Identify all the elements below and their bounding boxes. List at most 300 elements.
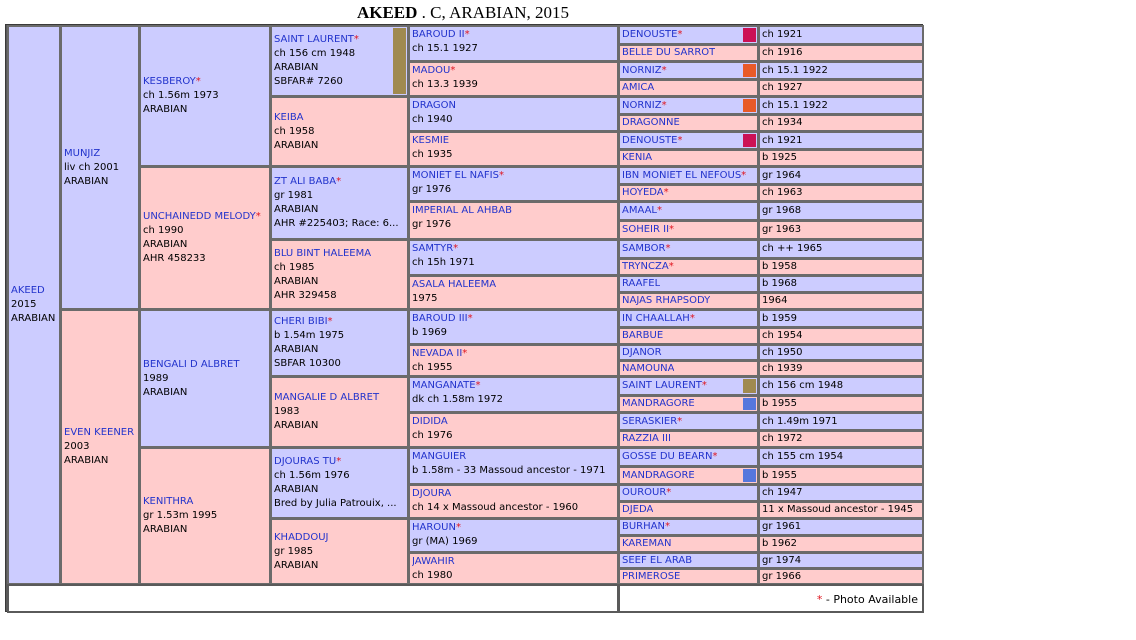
horse-cell-gen6 <box>618 309 759 328</box>
horse-name-line <box>274 111 405 125</box>
horse-name-line <box>412 487 615 501</box>
horse-name-link[interactable]: HAROUN <box>412 522 456 533</box>
horse-name-link[interactable]: UNCHAINEDD MELODY <box>143 211 256 222</box>
horse-name-link[interactable]: KESBEROY <box>143 76 196 87</box>
horse-name-line <box>622 28 682 42</box>
horse-info-line: 2003 <box>64 441 90 452</box>
horse-name-link[interactable]: BLU BINT HALEEMA <box>274 247 372 259</box>
color-swatch <box>743 64 756 77</box>
horse-name-link[interactable]: SAINT LAURENT <box>274 34 354 45</box>
horse-info-line: b 1959 <box>762 312 797 324</box>
horse-name-line <box>274 247 405 261</box>
horse-cell-gen6 <box>618 430 759 448</box>
horse-cell-gen5 <box>408 275 619 310</box>
horse-name-line <box>412 242 615 256</box>
horse-info-cell-gen6 <box>758 327 924 345</box>
horse-info-line: gr 1964 <box>762 169 802 181</box>
horse-info-line: ch 1.56m 1973 <box>143 90 219 101</box>
horse-cell-gen3 <box>139 447 271 585</box>
horse-name-link[interactable]: DJOURAS TU <box>274 456 337 467</box>
horse-info-line: b 1955 <box>762 469 797 481</box>
photo-available-star: * <box>665 243 671 254</box>
photo-available-star: * <box>327 316 333 327</box>
horse-info-cell-gen6 <box>758 275 924 293</box>
horse-name-link[interactable]: BURHAN <box>622 521 665 532</box>
horse-info-cell-gen6 <box>758 25 924 45</box>
horse-cell-gen6 <box>618 114 759 132</box>
horse-cell-gen6 <box>618 535 759 553</box>
horse-name-line <box>622 379 707 393</box>
horse-name-link[interactable]: DENOUSTE <box>622 29 678 40</box>
horse-info-line: ch 156 cm 1948 <box>274 48 356 59</box>
horse-info-cell-gen6 <box>758 344 924 361</box>
horse-cell-gen6 <box>618 395 759 413</box>
horse-info-line: ch 1963 <box>762 187 803 198</box>
horse-name-link[interactable]: MANDRAGORE <box>622 469 695 481</box>
horse-cell-gen6 <box>618 201 759 221</box>
horse-cell-gen6 <box>618 292 759 310</box>
photo-available-star: * <box>450 65 456 76</box>
horse-name-link[interactable]: NAMOUNA <box>622 362 675 374</box>
horse-name-line <box>143 358 267 372</box>
horse-info-cell-gen6 <box>758 44 924 62</box>
horse-info-line: ch 15.1 1922 <box>762 99 828 111</box>
horse-info-cell-gen6 <box>758 501 924 519</box>
horse-name-link[interactable]: KHADDOUJ <box>274 531 329 543</box>
photo-available-star: * <box>666 487 672 498</box>
horse-info-line: dk ch 1.58m 1972 <box>412 394 503 405</box>
horse-info-cell-gen6 <box>758 131 924 150</box>
horse-name-link[interactable]: MANGALIE D ALBRET <box>274 392 380 403</box>
horse-name-link[interactable]: IN CHAALLAH <box>622 312 690 324</box>
horse-info-line: ARABIAN <box>274 420 319 431</box>
horse-info-cell-gen6 <box>758 466 924 485</box>
horse-cell-gen6 <box>618 466 759 485</box>
horse-name-link[interactable]: KENIA <box>622 152 653 163</box>
horse-cell-gen6 <box>618 149 759 167</box>
horse-info-cell-gen6 <box>758 258 924 276</box>
horse-info-line: ARABIAN <box>143 104 188 115</box>
horse-name-link[interactable]: BAROUD II <box>412 29 465 40</box>
horse-name-line <box>622 81 654 95</box>
horse-info-line: gr 1966 <box>762 570 802 582</box>
horse-info-line: AHR 458233 <box>143 253 206 264</box>
horse-info-cell-gen6 <box>758 201 924 221</box>
horse-info-cell-gen6 <box>758 79 924 97</box>
horse-info-line: ch 1990 <box>143 225 184 236</box>
horse-info-line: ch 1980 <box>412 570 453 581</box>
horse-info-line: ch 15.1 1927 <box>412 43 478 54</box>
horse-name-link[interactable]: GOSSE DU BEARN <box>622 451 713 462</box>
horse-name-link[interactable]: BAROUD III <box>412 313 468 324</box>
horse-name-line <box>412 521 615 535</box>
horse-cell-gen2 <box>60 25 140 310</box>
photo-available-star: * <box>741 169 747 181</box>
horse-name-line <box>622 134 682 148</box>
horse-info-line: ch 14 x Massoud ancestor - 1960 <box>412 502 579 513</box>
horse-info-cell-gen6 <box>758 149 924 167</box>
horse-name-link[interactable]: SERASKIER <box>622 415 678 427</box>
horse-cell-gen6 <box>618 96 759 115</box>
photo-available-star: * <box>657 205 662 216</box>
horse-info-line: ch 156 cm 1948 <box>762 380 844 391</box>
photo-available-star: * <box>336 456 342 467</box>
horse-info-line: ch 15.1 1922 <box>762 64 828 76</box>
horse-info-line: ch 1.49m 1971 <box>762 415 838 427</box>
horse-cell-gen4 <box>270 96 409 167</box>
horse-name-link[interactable]: DRAGON <box>412 100 457 111</box>
horse-info-cell-gen6 <box>758 309 924 328</box>
horse-name-line <box>622 277 660 291</box>
horse-info-line: b 1955 <box>762 398 797 409</box>
horse-info-line: ARABIAN <box>274 275 319 287</box>
horse-name-link[interactable]: DJANOR <box>622 346 662 358</box>
horse-name-link[interactable]: HOYEDA <box>622 187 664 198</box>
horse-cell-gen6 <box>618 501 759 519</box>
photo-available-star: * <box>668 261 674 272</box>
horse-info-line: Bred by Julia Patrouix, ... <box>274 498 397 509</box>
horse-info-cell-gen6 <box>758 292 924 310</box>
horse-info-line: 2015 <box>11 299 37 310</box>
horse-cell-gen6 <box>618 360 759 377</box>
horse-info-line: gr 1974 <box>762 554 802 566</box>
horse-info-line: ch 1954 <box>762 330 803 341</box>
horse-info-cell-gen6 <box>758 220 924 240</box>
horse-name-line <box>622 46 715 60</box>
horse-info-line: 11 x Massoud ancestor - 1945 <box>762 504 914 515</box>
horse-cell-gen5 <box>408 201 619 240</box>
horse-name-link[interactable]: SAINT LAURENT <box>622 380 702 391</box>
horse-name-line <box>412 379 615 393</box>
horse-info-line: ch 1972 <box>762 433 803 444</box>
horse-info-line: b 1.58m - 33 Massoud ancestor - 1971 <box>412 465 606 476</box>
horse-name-link[interactable]: SEEF EL ARAB <box>622 554 693 566</box>
horse-name-line <box>412 134 615 148</box>
horse-name-line <box>622 503 653 517</box>
horse-cell-gen4 <box>270 447 409 519</box>
horse-cell-gen6 <box>618 258 759 276</box>
photo-available-star: * <box>661 64 667 76</box>
horse-name-line <box>412 347 615 361</box>
horse-name-line <box>412 450 615 464</box>
horse-info-line: ARABIAN <box>274 344 319 355</box>
photo-legend-text: - Photo Available <box>822 593 918 606</box>
horse-info-line: ch 1940 <box>412 114 453 125</box>
horse-name-link[interactable]: SAMBOR <box>622 243 666 254</box>
horse-cell-gen4 <box>270 25 409 97</box>
horse-cell-gen6 <box>618 412 759 431</box>
horse-name-link[interactable]: RAZZIA III <box>622 433 671 444</box>
horse-cell-gen6 <box>618 447 759 467</box>
horse-name-link[interactable]: DRAGONNE <box>622 117 680 128</box>
horse-name-link[interactable]: KEIBA <box>274 111 304 123</box>
horse-name-line <box>412 278 615 292</box>
horse-name-link[interactable]: MUNJIZ <box>64 147 101 159</box>
horse-info-line: ARABIAN <box>274 62 319 73</box>
horse-name-link[interactable]: DIDIDA <box>412 416 448 427</box>
photo-available-star: * <box>712 451 718 462</box>
horse-info-cell-gen6 <box>758 447 924 467</box>
horse-name-line <box>622 486 671 500</box>
horse-name-line <box>622 186 669 200</box>
footer-empty-cell <box>7 584 619 613</box>
horse-info-line: ch 1927 <box>762 82 803 93</box>
horse-name-line <box>412 169 615 183</box>
horse-info-cell-gen6 <box>758 430 924 448</box>
horse-name-link[interactable]: SOHEIR II <box>622 224 670 235</box>
horse-name-link[interactable]: AMAAL <box>622 205 657 216</box>
horse-name-line <box>622 329 663 343</box>
horse-info-line: b 1.54m 1975 <box>274 330 345 341</box>
horse-info-line: 1983 <box>274 406 300 417</box>
photo-available-star: * <box>677 29 683 40</box>
photo-available-star: * <box>455 522 461 533</box>
horse-name-line <box>622 169 746 183</box>
horse-info-line: SBFAR# 7260 <box>274 76 343 87</box>
horse-info-line: liv ch 2001 <box>64 161 120 173</box>
horse-info-line: gr 1961 <box>762 521 802 532</box>
horse-info-cell-gen6 <box>758 412 924 431</box>
horse-info-line: ARABIAN <box>274 559 319 571</box>
horse-name-line <box>64 147 136 161</box>
horse-cell-gen5 <box>408 61 619 97</box>
horse-info-line: ch 1.56m 1976 <box>274 470 350 481</box>
horse-cell-gen3 <box>139 25 271 167</box>
horse-cell-gen5 <box>408 518 619 553</box>
color-swatch <box>743 134 756 147</box>
horse-info-line: ch 1935 <box>412 149 453 160</box>
horse-name-link[interactable]: KAREMAN <box>622 538 672 549</box>
color-swatch <box>393 28 406 94</box>
horse-info-line: AHR 329458 <box>274 289 337 301</box>
horse-cell-gen6 <box>618 131 759 150</box>
horse-cell-gen5 <box>408 166 619 202</box>
horse-name-link[interactable]: BARBUE <box>622 330 664 341</box>
horse-info-line: SBFAR 10300 <box>274 358 341 369</box>
horse-name-link[interactable]: TRYNCZA <box>622 261 669 272</box>
horse-name-link[interactable]: MADOU <box>412 65 451 76</box>
horse-info-line: gr 1963 <box>762 224 802 235</box>
horse-name-link[interactable]: KESMIE <box>412 135 450 146</box>
horse-name-line <box>274 175 405 189</box>
horse-info-line: ch 1921 <box>762 29 803 40</box>
horse-name-link[interactable]: RAAFEL <box>622 278 661 289</box>
horse-name-link[interactable]: NAJAS RHAPSODY <box>622 295 711 306</box>
horse-name-link[interactable]: DENOUSTE <box>622 134 678 146</box>
horse-info-line: ch ++ 1965 <box>762 243 823 254</box>
horse-cell-gen5 <box>408 309 619 345</box>
horse-name-link[interactable]: JAWAHIR <box>412 556 455 567</box>
horse-info-line: b 1968 <box>762 278 797 289</box>
horse-name-link[interactable]: IMPERIAL AL AHBAB <box>412 205 512 216</box>
horse-cell-gen4 <box>270 239 409 310</box>
horse-info-cell-gen6 <box>758 568 924 585</box>
horse-info-line: ARABIAN <box>64 175 109 187</box>
horse-cell-gen5 <box>408 25 619 62</box>
horse-name-line <box>622 397 695 411</box>
horse-cell-gen6 <box>618 166 759 185</box>
horse-name-link[interactable]: SAMTYR <box>412 243 454 254</box>
horse-info-line: ch 1950 <box>762 346 803 358</box>
horse-info-line: ARABIAN <box>143 524 188 535</box>
horse-info-line: ch 155 cm 1954 <box>762 451 844 462</box>
horse-cell-gen5 <box>408 376 619 413</box>
horse-cell-gen5 <box>408 412 619 448</box>
horse-name-line <box>11 284 57 298</box>
horse-cell-gen6 <box>618 484 759 502</box>
horse-name-line <box>622 260 674 274</box>
horse-name-line <box>412 312 615 326</box>
horse-name-line <box>622 294 710 308</box>
horse-name-line <box>412 64 615 78</box>
horse-name-link[interactable]: EVEN KEENER <box>64 427 135 438</box>
horse-name-line <box>622 312 695 326</box>
horse-cell-gen6 <box>618 518 759 536</box>
horse-name-link[interactable]: MANDRAGORE <box>622 398 695 409</box>
horse-info-line: ch 1916 <box>762 47 803 58</box>
photo-available-star: * <box>663 187 669 198</box>
photo-available-star: * <box>816 593 823 606</box>
horse-info-line: ch 1958 <box>274 125 315 137</box>
horse-info-line: ch 1939 <box>762 362 803 374</box>
horse-cell-gen5 <box>408 484 619 519</box>
photo-available-star: * <box>255 211 261 222</box>
horse-name-line <box>622 450 717 464</box>
horse-info-line: b 1962 <box>762 538 797 549</box>
horse-info-line: 1975 <box>412 293 438 304</box>
horse-info-cell-gen6 <box>758 166 924 185</box>
horse-name-line <box>622 99 667 113</box>
horse-name-link[interactable]: MONIET EL NAFIS <box>412 170 499 181</box>
horse-cell-gen5 <box>408 344 619 377</box>
horse-info-line: ARABIAN <box>143 239 188 250</box>
horse-name-link[interactable]: CHERI BIBI <box>274 316 328 327</box>
horse-cell-gen2 <box>60 309 140 585</box>
color-swatch <box>743 469 756 482</box>
horse-info-line: AHR #225403; Race: 6... <box>274 218 399 229</box>
color-swatch <box>743 28 756 42</box>
photo-available-star: * <box>669 224 675 235</box>
horse-name-line <box>143 210 267 224</box>
horse-name-link[interactable]: DJOURA <box>412 488 452 499</box>
photo-available-star: * <box>464 29 470 40</box>
photo-available-star: * <box>689 312 695 324</box>
horse-cell-gen6 <box>618 79 759 97</box>
color-swatch <box>743 99 756 112</box>
horse-name-link[interactable]: KENITHRA <box>143 496 194 507</box>
horse-name-line <box>412 99 615 113</box>
horse-cell-gen5 <box>408 96 619 132</box>
horse-cell-gen4 <box>270 166 409 240</box>
photo-available-star: * <box>353 34 359 45</box>
horse-name-link[interactable]: ZT ALI BABA <box>274 176 337 187</box>
horse-info-line: gr 1.53m 1995 <box>143 510 218 521</box>
horse-name-link[interactable]: BELLE DU SARROT <box>622 47 716 58</box>
horse-name-link[interactable]: NEVADA II <box>412 348 463 359</box>
photo-available-star: * <box>467 313 473 324</box>
color-swatch <box>743 379 756 393</box>
horse-cell-gen6 <box>618 239 759 259</box>
horse-name-link[interactable]: AMICA <box>622 82 655 93</box>
horse-name-line <box>143 75 267 89</box>
horse-cell-gen4 <box>270 309 409 377</box>
horse-name-line <box>622 432 671 446</box>
horse-info-line: ch 1947 <box>762 487 803 498</box>
horse-name-line <box>412 204 615 218</box>
horse-cell-gen4 <box>270 518 409 585</box>
horse-name-line <box>622 151 652 165</box>
photo-available-star: * <box>336 176 342 187</box>
horse-info-cell-gen6 <box>758 518 924 536</box>
horse-cell-gen6 <box>618 552 759 569</box>
horse-name-link[interactable]: DJEDA <box>622 504 654 515</box>
pedigree-chart <box>5 24 923 612</box>
photo-available-star: * <box>664 521 670 532</box>
photo-available-star: * <box>661 99 667 111</box>
horse-name-link[interactable]: IBN MONIET EL NEFOUS <box>622 169 742 181</box>
horse-name-line <box>64 426 136 440</box>
horse-info-line: ch 1985 <box>274 261 315 273</box>
horse-info-cell-gen6 <box>758 184 924 202</box>
horse-name-line <box>622 520 670 534</box>
horse-name-link[interactable]: ASALA HALEEMA <box>412 279 497 290</box>
horse-cell-subject <box>7 25 61 585</box>
horse-name-line <box>274 315 405 329</box>
horse-name-line <box>622 570 680 584</box>
horse-cell-gen5 <box>408 131 619 167</box>
horse-name-link[interactable]: AKEED <box>11 285 45 296</box>
horse-name-link[interactable]: MANGANATE <box>412 380 476 391</box>
horse-info-line: ARABIAN <box>274 139 319 151</box>
photo-available-star: * <box>462 348 468 359</box>
horse-info-cell-gen6 <box>758 376 924 396</box>
horse-info-cell-gen6 <box>758 114 924 132</box>
horse-name-line <box>143 495 267 509</box>
horse-info-line: ARABIAN <box>274 484 319 495</box>
horse-name-link[interactable]: NORNIZ <box>622 99 662 111</box>
horse-name-link[interactable]: NORNIZ <box>622 64 662 76</box>
photo-available-star: * <box>701 380 707 391</box>
horse-name-line <box>274 455 405 469</box>
horse-info-cell-gen6 <box>758 484 924 502</box>
horse-name-line <box>622 469 695 483</box>
horse-info-line: gr 1976 <box>412 219 452 230</box>
horse-info-line: ch 1976 <box>412 430 453 441</box>
horse-info-line: b 1969 <box>412 327 447 338</box>
horse-name-link[interactable]: OUROUR <box>622 487 667 498</box>
horse-info-line: ARABIAN <box>143 386 188 398</box>
horse-info-cell-gen6 <box>758 96 924 115</box>
horse-name-line <box>412 28 615 42</box>
horse-info-line: gr 1976 <box>412 184 452 195</box>
photo-available-star: * <box>498 170 504 181</box>
horse-info-line: gr (MA) 1969 <box>412 536 478 547</box>
horse-info-cell-gen6 <box>758 535 924 553</box>
horse-cell-gen6 <box>618 25 759 45</box>
horse-name-line <box>622 346 662 360</box>
horse-name-link[interactable]: MANGUIER <box>412 451 467 462</box>
horse-cell-gen6 <box>618 327 759 345</box>
horse-info-line: ch 1934 <box>762 117 803 128</box>
page-title: AKEED . C, ARABIAN, 2015 <box>356 3 570 22</box>
horse-info-line: 1989 <box>143 372 169 384</box>
horse-info-cell-gen6 <box>758 239 924 259</box>
horse-name-link[interactable]: BENGALI D ALBRET <box>143 358 240 370</box>
horse-name-line <box>622 362 674 376</box>
horse-info-cell-gen6 <box>758 395 924 413</box>
horse-info-cell-gen6 <box>758 552 924 569</box>
horse-name-link[interactable]: PRIMEROSE <box>622 570 681 582</box>
